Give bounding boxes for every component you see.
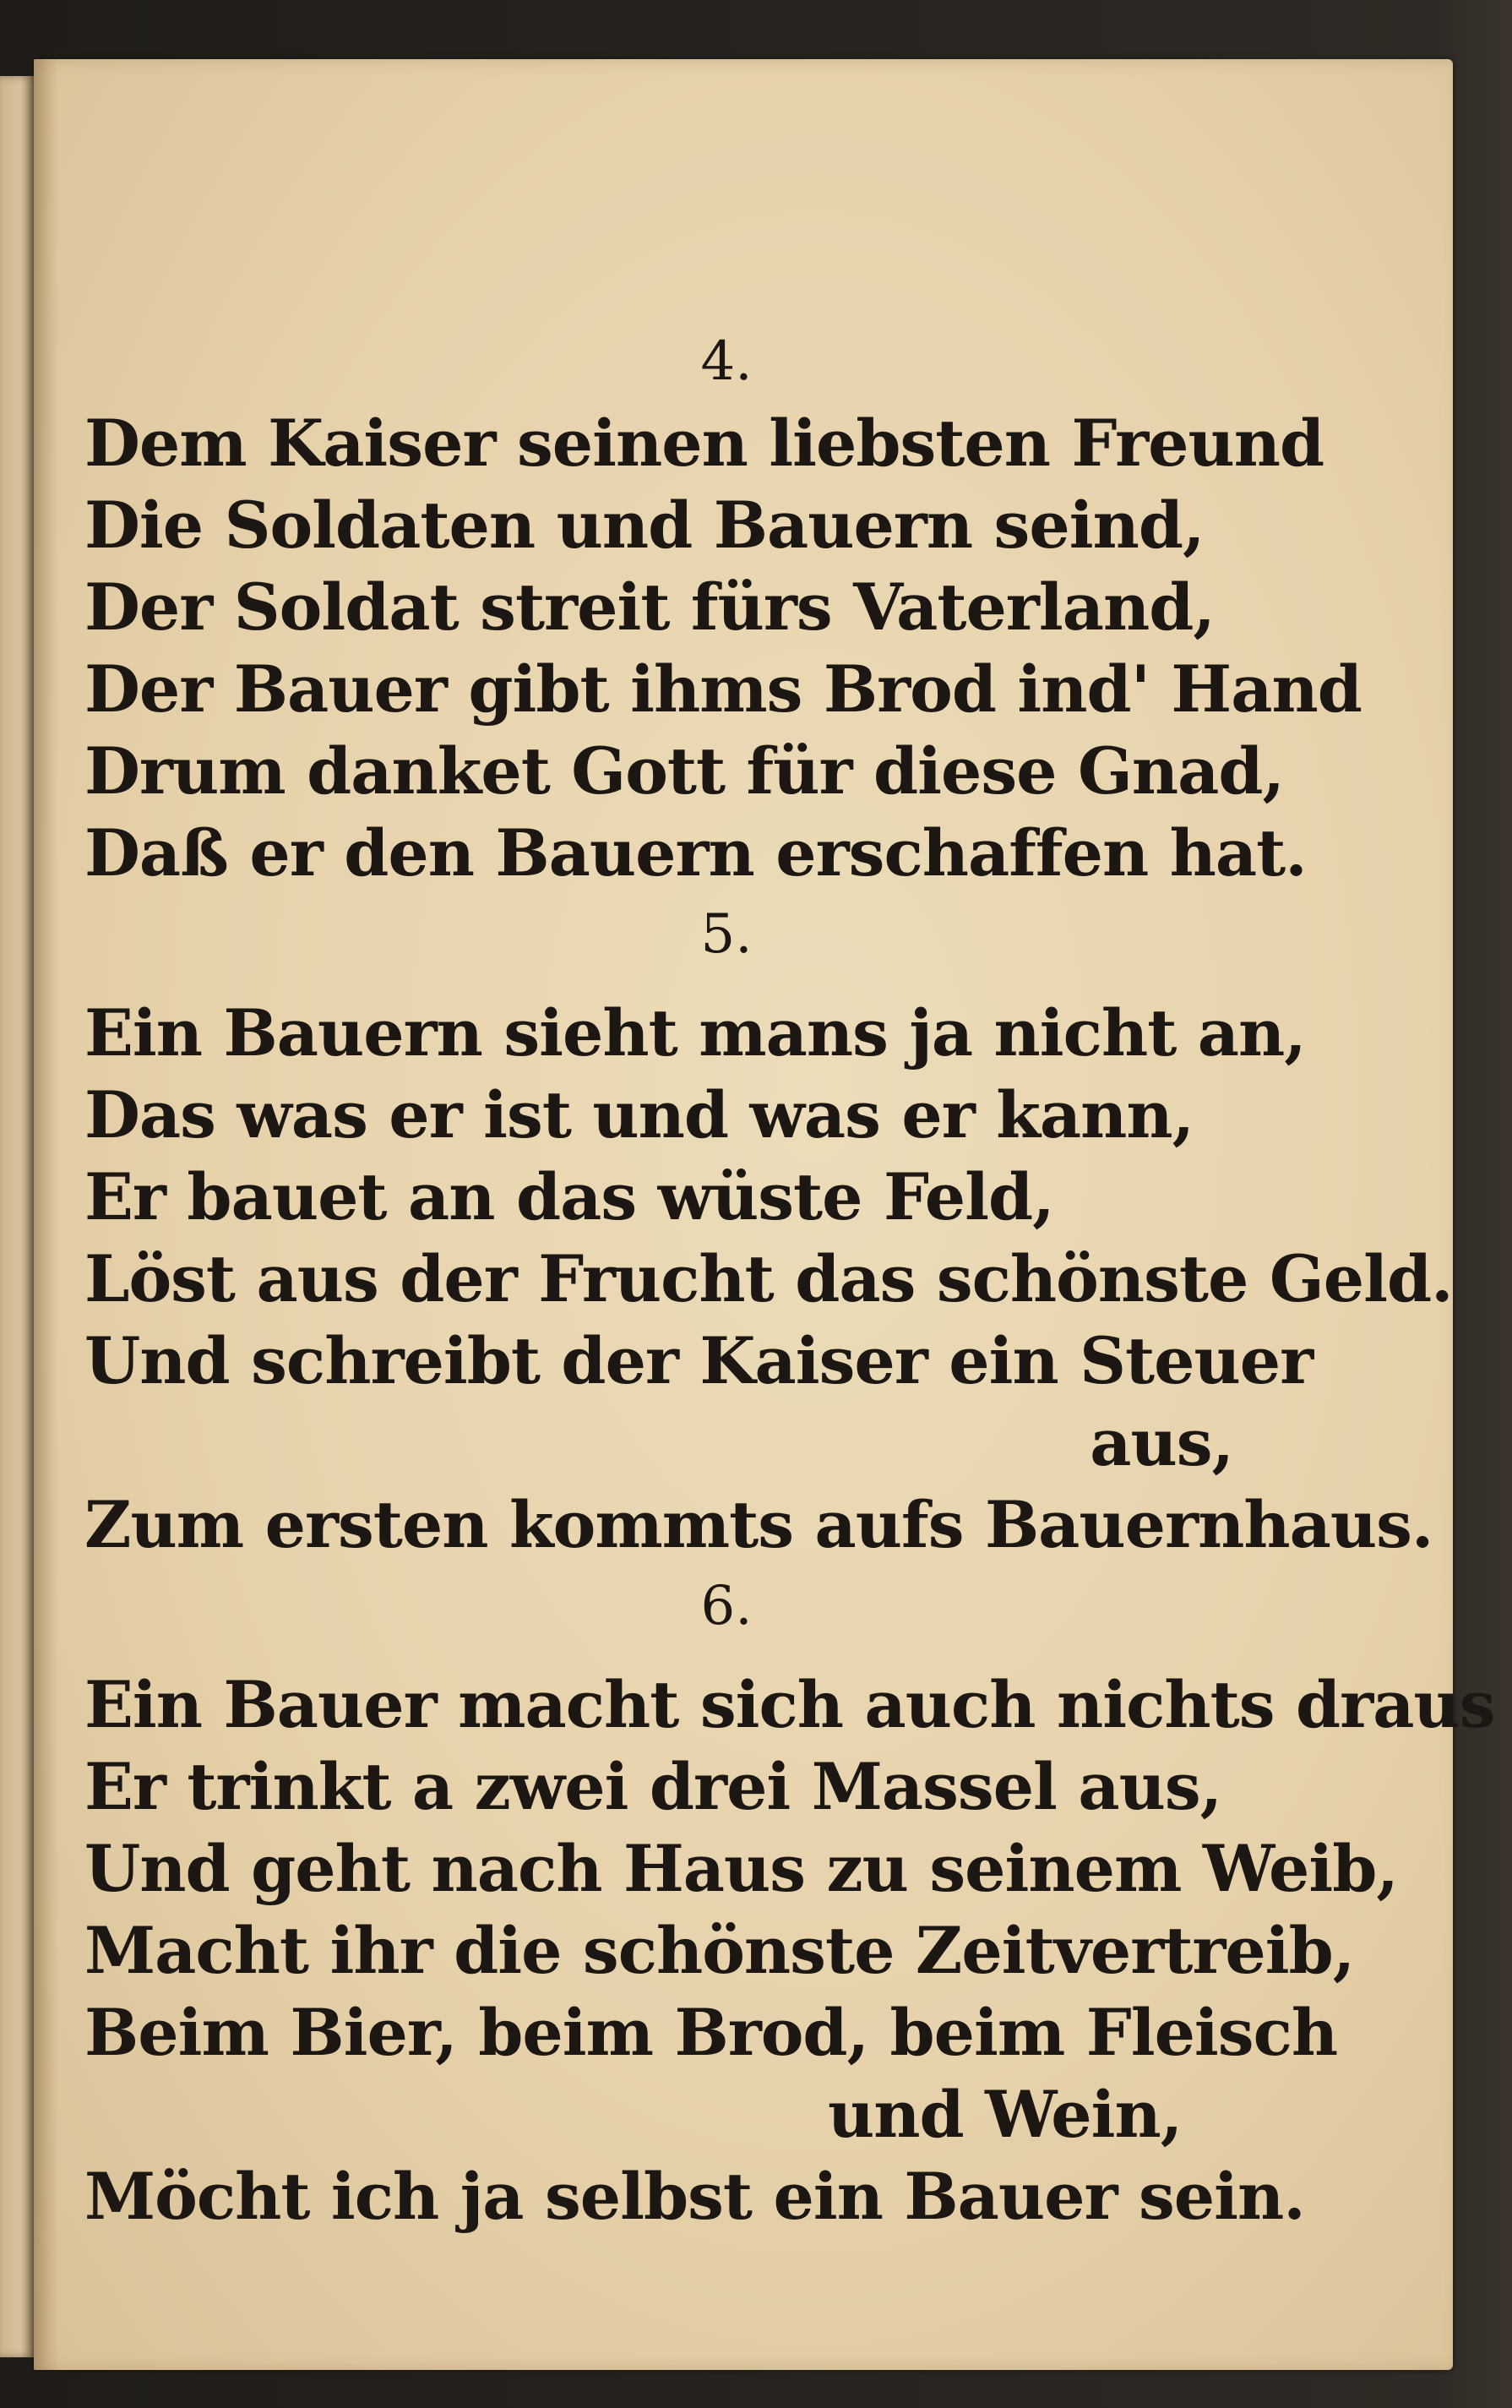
stanza-gap (84, 975, 1301, 992)
verse-line: Macht ihr die schönste Zeitvertreib, (84, 1913, 1355, 1988)
verse-line: Der Soldat streit fürs Vaterland, (84, 569, 1215, 645)
verse-line: Er trinkt a zwei drei Massel aus, (84, 1749, 1222, 1824)
previous-page-edge (0, 76, 34, 2357)
verse-line: Löst aus der Frucht das schönste Geld. (84, 1241, 1453, 1316)
verse-line: Drum danket Gott für diese Gnad, (84, 733, 1284, 809)
verse-line: Zum ersten kommts aufs Bauernhaus. (84, 1487, 1433, 1562)
verse-line: Und schreibt der Kaiser ein Steuer (84, 1323, 1313, 1398)
stanza-number: 5. (700, 903, 753, 966)
verse-line-continuation: und Wein, (828, 2077, 1183, 2152)
verse-line: Ein Bauern sieht mans ja nicht an, (84, 995, 1306, 1071)
stanza-gap (84, 1647, 1301, 1664)
verse-line: Das was er ist und was er kann, (84, 1077, 1194, 1152)
verse-line: Ein Bauer macht sich auch nichts draus (84, 1667, 1495, 1742)
stanza-number: 6. (700, 1575, 753, 1637)
verse-line: Und geht nach Haus zu seinem Weib, (84, 1831, 1398, 1906)
verse-line: Die Soldaten und Bauern seind, (84, 488, 1205, 563)
verse-line-continuation: aus, (1090, 1405, 1233, 1480)
poem-text (84, 321, 1495, 2237)
verse-line: Er bauet an das wüste Feld, (84, 1159, 1054, 1234)
verse-line: Der Bauer gibt ihms Brod ind' Hand (84, 651, 1362, 727)
verse-line: Daß er den Bauern erschaffen hat. (84, 815, 1307, 891)
book-page (34, 59, 1495, 2370)
verse-line: Möcht ich ja selbst ein Bauer sein. (84, 2159, 1305, 2234)
verse-line: Dem Kaiser seinen liebsten Freund (84, 406, 1324, 481)
page-gutter-shadow (34, 59, 59, 2370)
stanza-number: 4. (700, 330, 753, 393)
verse-line: Beim Bier, beim Brod, beim Fleisch (84, 1995, 1338, 2070)
